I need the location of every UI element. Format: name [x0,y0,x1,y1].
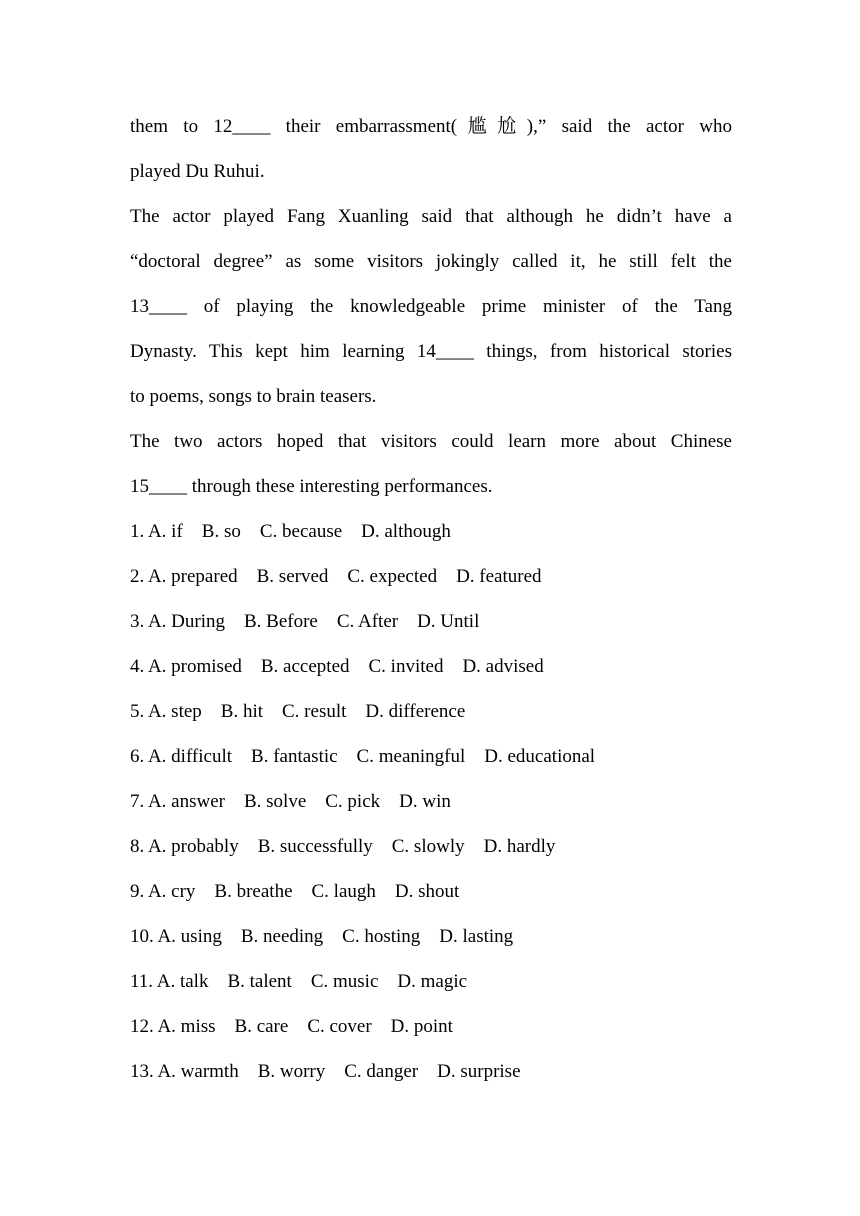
options-list [130,509,732,1094]
question-options: 12. A. miss B. care C. cover D. point [130,1016,453,1037]
document-page [130,104,732,1094]
passage-line: Dynasty. This kept him learning 14____ things, from historical stories [130,341,732,362]
question-options: 10. A. using B. needing C. hosting D. lasting [130,926,514,947]
question-options: 1. A. if B. so C. because D. although [130,521,451,542]
passage-line: The actor played Fang Xuanling said that although he didn’t have a [130,206,732,227]
question-options: 4. A. promised B. accepted C. invited D. advised [130,656,544,677]
passage-line: 13____ of playing the knowledgeable prime minister of the Tang [130,296,732,317]
passage-line: them to 12____ their embarrassment(尴尬),” said the actor who [130,116,732,137]
passage-line: to poems, songs to brain teasers. [130,386,377,407]
question-options: 2. A. prepared B. served C. expected D. featured [130,566,542,587]
passage-line: 15____ through these interesting performances. [130,476,493,497]
question-options: 6. A. difficult B. fantastic C. meaningful D. educational [130,746,596,767]
passage-line: played Du Ruhui. [130,161,265,182]
question-options: 13. A. warmth B. worry C. danger D. surprise [130,1061,521,1082]
question-options: 8. A. probably B. successfully C. slowly D. hardly [130,836,556,857]
question-options: 5. A. step B. hit C. result D. difference [130,701,466,722]
question-options: 7. A. answer B. solve C. pick D. win [130,791,451,812]
question-options: 9. A. cry B. breathe C. laugh D. shout [130,881,460,902]
passage-line: The two actors hoped that visitors could learn more about Chinese [130,431,732,452]
passage-line: “doctoral degree” as some visitors jokingly called it, he still felt the [130,251,732,272]
question-options: 3. A. During B. Before C. After D. Until [130,611,480,632]
question-options: 11. A. talk B. talent C. music D. magic [130,971,468,992]
passage [130,104,732,509]
